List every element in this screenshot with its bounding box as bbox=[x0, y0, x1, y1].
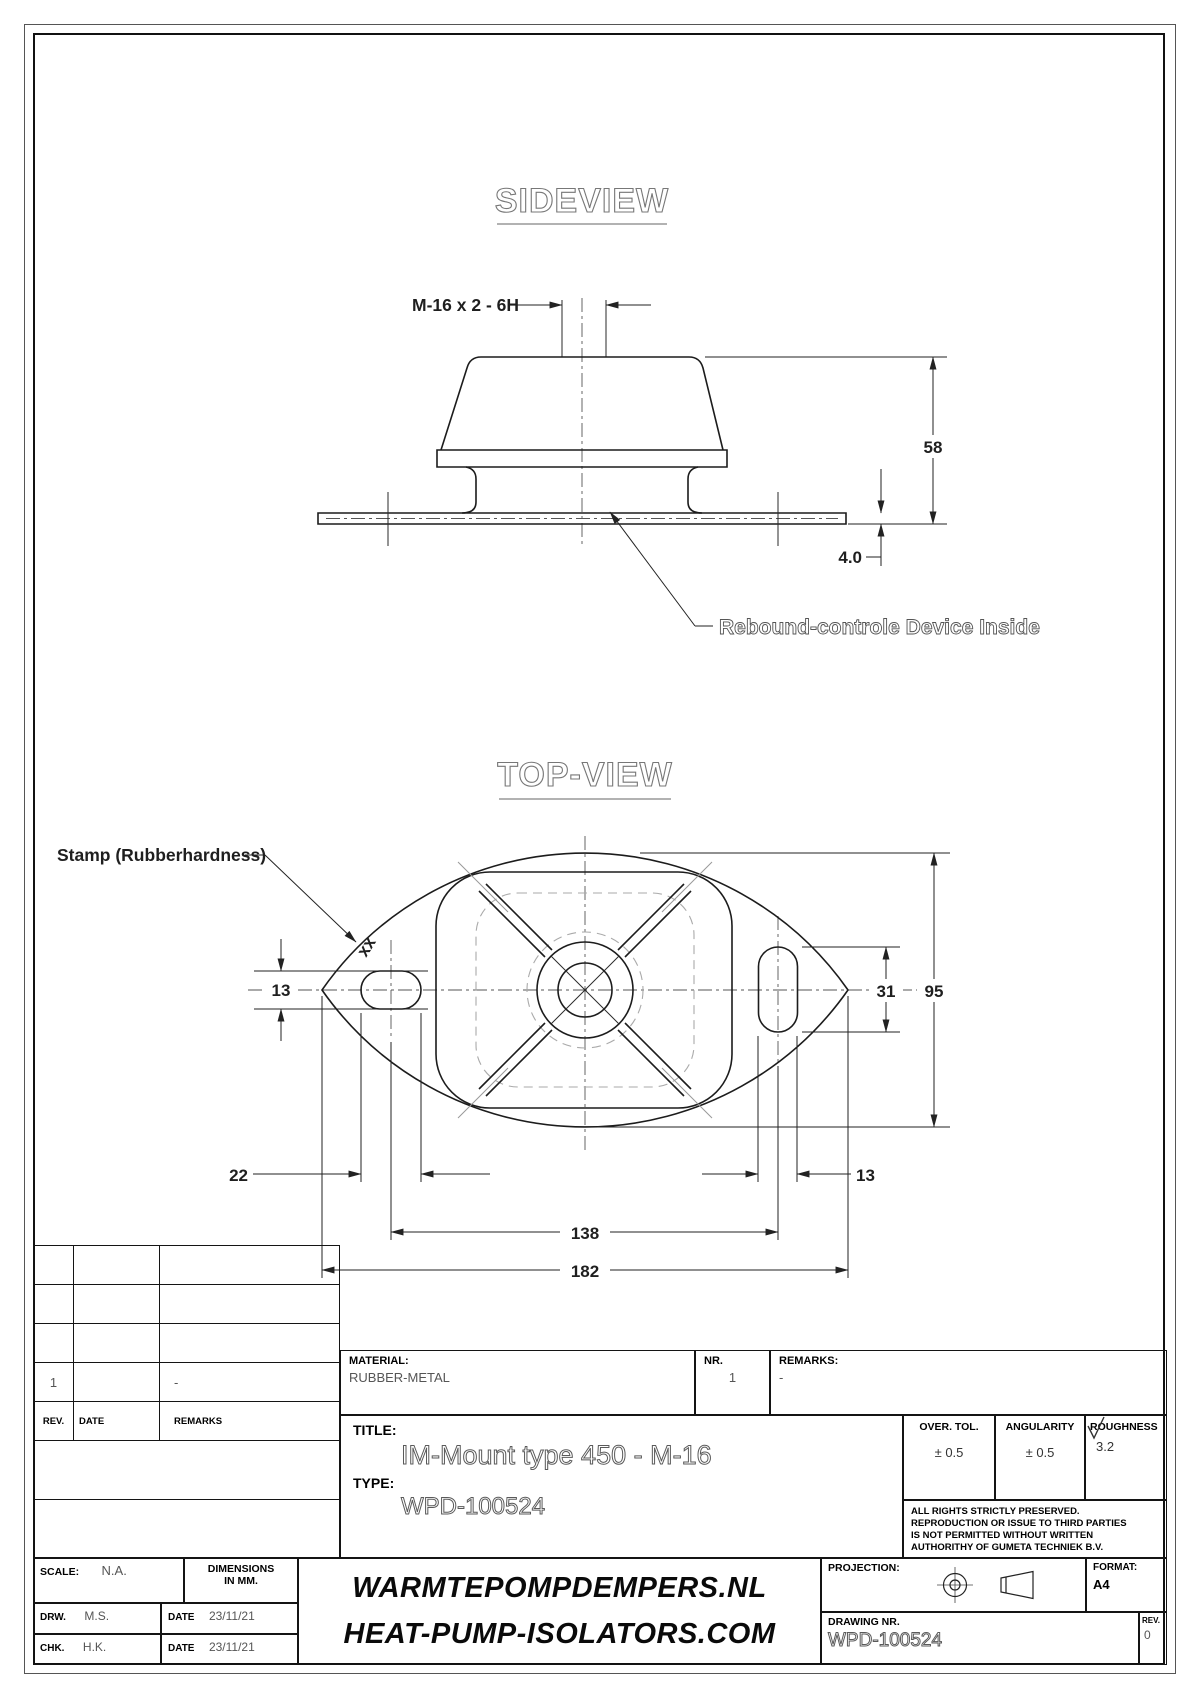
scale-label: SCALE: bbox=[40, 1566, 80, 1578]
height-dim: 58 bbox=[923, 438, 943, 457]
surface-finish-icon bbox=[1086, 1416, 1106, 1440]
angularity-cell bbox=[995, 1415, 1085, 1500]
lower-section-right bbox=[688, 467, 702, 513]
hole-spacing-dim: 138 bbox=[570, 1224, 600, 1243]
remarks-label: REMARKS: bbox=[779, 1355, 839, 1367]
plate-thickness-dim: 4.0 bbox=[838, 548, 862, 567]
drw-date-cell: DATE 23/11/21 bbox=[161, 1603, 298, 1634]
chk-date-value: 23/11/21 bbox=[208, 1640, 255, 1654]
chk-value: H.K. bbox=[82, 1640, 107, 1654]
revision-table bbox=[33, 1245, 340, 1558]
material-label: MATERIAL: bbox=[349, 1355, 409, 1367]
drawing-nr-cell bbox=[821, 1612, 1139, 1665]
material-cell bbox=[340, 1350, 695, 1415]
format-value: A4 bbox=[1093, 1577, 1110, 1592]
drw-value: M.S. bbox=[84, 1609, 110, 1623]
drawing-nr-value: WPD-100524 bbox=[828, 1630, 943, 1651]
brand-cell bbox=[298, 1558, 821, 1665]
scale-cell bbox=[33, 1558, 184, 1603]
over-tol-cell bbox=[903, 1415, 995, 1500]
roughness-cell bbox=[1085, 1415, 1167, 1500]
projection-label: PROJECTION: bbox=[828, 1562, 900, 1574]
angularity-label: ANGULARITY bbox=[1005, 1421, 1075, 1433]
roughness-label: ROUGHNESS bbox=[1090, 1421, 1158, 1433]
overall-length-dim: 182 bbox=[570, 1262, 600, 1281]
rev-cell bbox=[1139, 1612, 1167, 1665]
chk-date-cell: DATE 23/11/21 bbox=[161, 1634, 298, 1665]
over-tol-label: OVER. TOL. bbox=[919, 1421, 979, 1433]
revision-header-row: REV. DATE REMARKS bbox=[34, 1402, 339, 1441]
side-view-title: SIDEVIEW bbox=[494, 182, 670, 220]
revision-row-1 bbox=[34, 1363, 339, 1402]
thread-label: M-16 x 2 - 6H bbox=[412, 295, 519, 315]
angularity-value: ± 0.5 bbox=[1025, 1445, 1055, 1460]
material-value: RUBBER-METAL bbox=[349, 1370, 450, 1385]
over-tol-value: ± 0.5 bbox=[934, 1445, 964, 1460]
format-label: FORMAT: bbox=[1093, 1562, 1138, 1573]
rebound-note: Rebound-controle Device Inside bbox=[719, 616, 1040, 639]
revision-remarks: - bbox=[174, 1374, 179, 1390]
side-view bbox=[318, 182, 1040, 639]
chk-cell bbox=[33, 1634, 161, 1665]
format-cell bbox=[1086, 1558, 1167, 1612]
scale-value: N.A. bbox=[101, 1563, 127, 1578]
dimensions-cell: DIMENSIONS IN MM. bbox=[184, 1558, 298, 1603]
drw-date-value: 23/11/21 bbox=[208, 1609, 255, 1623]
rev-label: REV. bbox=[1142, 1616, 1160, 1625]
title-type-cell bbox=[340, 1415, 903, 1558]
type-label: TYPE: bbox=[353, 1475, 395, 1491]
roughness-value: 3.2 bbox=[1096, 1439, 1115, 1454]
rev-value: 0 bbox=[1144, 1628, 1151, 1642]
slot-width-right-dim: 13 bbox=[856, 1166, 875, 1185]
slot-length-dim: 31 bbox=[876, 982, 896, 1001]
nr-value: 1 bbox=[728, 1370, 737, 1385]
nr-cell bbox=[695, 1350, 770, 1415]
brand-line-1: WARMTEPOMPDEMPERS.NL bbox=[352, 1572, 767, 1604]
projection-cell bbox=[821, 1558, 1086, 1612]
drawing-nr-label: DRAWING NR. bbox=[828, 1616, 900, 1628]
title-label: TITLE: bbox=[353, 1422, 397, 1438]
top-view bbox=[57, 756, 951, 1282]
remarks-value: - bbox=[779, 1370, 784, 1385]
brand-line-2: HEAT-PUMP-ISOLATORS.COM bbox=[343, 1618, 776, 1650]
title-value: IM-Mount type 450 - M-16 bbox=[401, 1440, 712, 1470]
rights-cell: ALL RIGHTS STRICTLY PRESERVED. REPRODUCTION OR ISSUE TO THIRD PARTIES IS NOT PERMITTED WITHOUT WRITTEN AUTHORITHY OF GUMETA TECHNIEK B.V. bbox=[903, 1500, 1167, 1558]
stamp-mark: xx bbox=[352, 933, 380, 961]
nr-label: NR. bbox=[704, 1355, 723, 1367]
lower-section-left bbox=[462, 467, 476, 513]
remarks-cell bbox=[770, 1350, 1167, 1415]
slot-offset-dim: 22 bbox=[229, 1166, 248, 1185]
chk-label: CHK. bbox=[40, 1643, 65, 1654]
slot-width-dim: 13 bbox=[271, 981, 291, 1000]
overall-width-dim: 95 bbox=[924, 982, 944, 1001]
drw-cell bbox=[33, 1603, 161, 1634]
drw-label: DRW. bbox=[40, 1612, 66, 1623]
revision-number: 1 bbox=[34, 1363, 74, 1401]
first-angle-projection-icon bbox=[917, 1563, 1067, 1607]
top-view-title: TOP-VIEW bbox=[497, 756, 673, 794]
stamp-label: Stamp (Rubberhardness) bbox=[57, 845, 267, 865]
type-value: WPD-100524 bbox=[401, 1493, 546, 1520]
